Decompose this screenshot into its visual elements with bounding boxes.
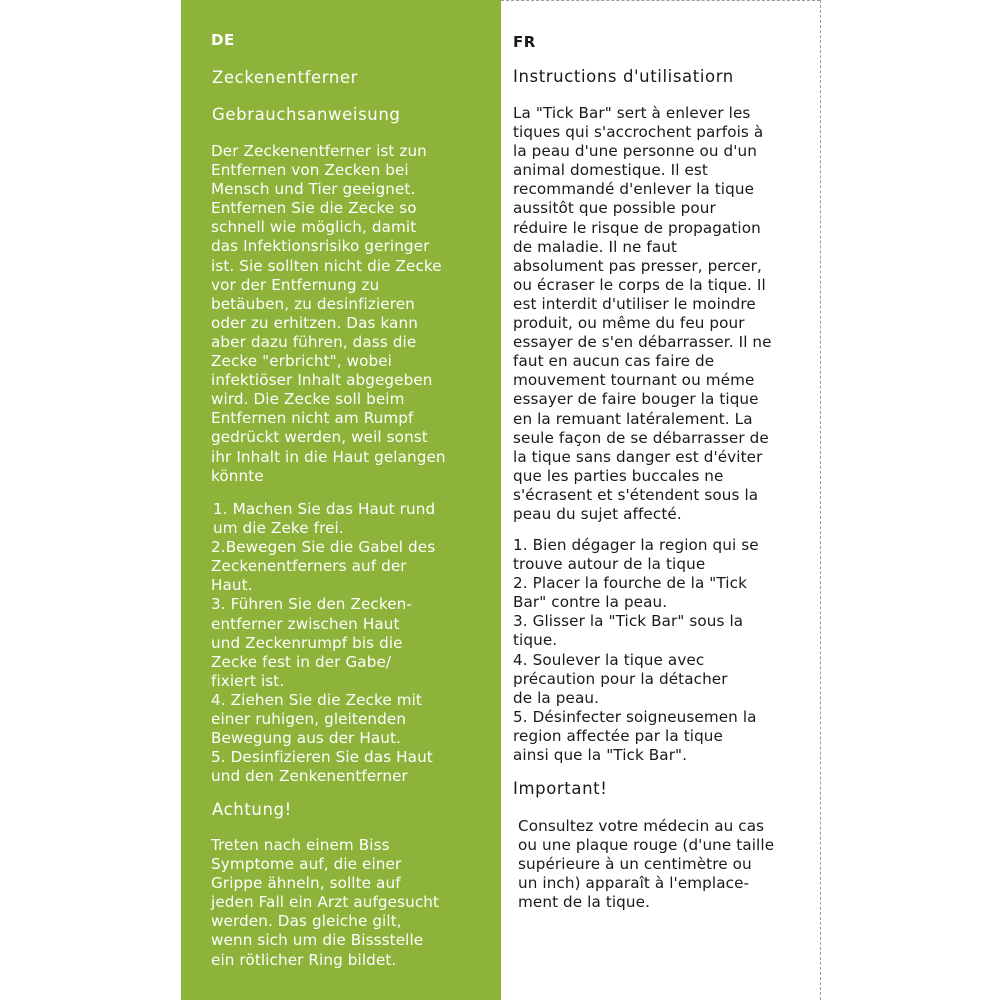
de-warning-paragraph: Treten nach einem Biss Symptome auf, die einer Grippe ähneln, sollte auf jeden Fall ein Arzt aufgesucht werden. Das gleiche gilt, wenn sich um die Bissstelle ein rötlicher Ring bildet. <box>211 836 440 969</box>
de-step-1: 1. Machen Sie das Haut rund um die Zeke frei. <box>213 500 436 538</box>
de-intro-paragraph: Der Zeckenentferner ist zun Entfernen von Zecken bei Mensch und Tier geeignet. Entfernen Sie die Zecke so schnell wie möglich, damit das Infektionsrisiko geringer ist. Sie sollten nicht die Zecke vor der Entfernung zu betäuben, zu desinfizieren oder zu erhitzen. Das kann aber dazu führen, dass die Zecke "erbricht", wobei infektiöser Inhalt abgegeben wird. Die Zecke soll beim Entfernen nicht am Rumpf gedrückt werden, weil sonst ihr Inhalt in die Haut gelangen könnte <box>211 142 446 485</box>
fr-intro-paragraph: La "Tick Bar" sert à enlever les tiques qui s'accrochent parfois à la peau d'une personne ou d'un animal domestique. Il est recommandé d'enlever la tique aussitôt que possible pour réduire le risque de propagation de maladie. Il ne faut absolument pas presser, percer, ou écraser le corps de la tique. Il est interdit d'utiliser le moindre produit, ou même du feu pour essayer de s'en débarrasser. Il ne faut en aucun cas faire de mouvement tournant ou méme essayer de faire bouger la tique en la remuant latéralement. La seule façon de se débarrasser de la tique sans danger est d'éviter que les parties buccales ne s'écrasent et s'étendent sous la peau du sujet affecté. <box>513 104 772 523</box>
fr-step-2: 2. Placer la fourche de la "Tick Bar" contre la peau. <box>513 574 747 612</box>
fr-steps-list <box>513 536 818 765</box>
de-step-4: 4. Ziehen Sie die Zecke mit einer ruhigen, gleitenden Bewegung aus der Haut. <box>211 690 422 748</box>
de-step-2: 2.Bewegen Sie die Gabel des Zeckenentferners auf der Haut. <box>211 538 436 595</box>
fr-language-label: FR <box>513 33 536 51</box>
fr-title: Instructions d'utilisatiorn <box>513 67 734 86</box>
fr-important-paragraph: Consultez votre médecin au cas ou une plaque rouge (d'une taille supérieure à un centimètre ou un inch) apparaît à l'emplace- ment de la tique. <box>518 817 775 912</box>
fr-step-3: 3. Glisser la "Tick Bar" sous la tique. <box>513 612 744 650</box>
de-step-5: 5. Desinfizieren Sie das Haut und den Zenkenentferner <box>211 748 433 786</box>
french-panel <box>501 0 820 1000</box>
german-panel <box>181 0 501 1000</box>
de-steps-list <box>211 500 501 786</box>
de-warning-title: Achtung! <box>212 800 292 819</box>
de-language-label: DE <box>211 31 235 49</box>
right-dashed-border <box>820 0 821 1000</box>
fr-step-5: 5. Désinfecter soigneusemen la region affectée par la tique ainsi que la "Tick Bar". <box>513 707 757 765</box>
de-subtitle: Gebrauchsanweisung <box>212 105 401 124</box>
de-step-3: 3. Führen Sie den Zecken- entferner zwischen Haut und Zeckenrumpf bis die Zecke fest in der Gabe/ fixiert ist. <box>211 595 412 690</box>
fr-step-4: 4. Soulever la tique avec précaution pour la détacher de la peau. <box>513 650 728 707</box>
top-dashed-border <box>501 0 820 1</box>
fr-step-1: 1. Bien dégager la region qui se trouve autour de la tique <box>513 536 759 574</box>
de-title: Zeckenentferner <box>212 68 359 87</box>
fr-important-title: Important! <box>513 779 608 798</box>
